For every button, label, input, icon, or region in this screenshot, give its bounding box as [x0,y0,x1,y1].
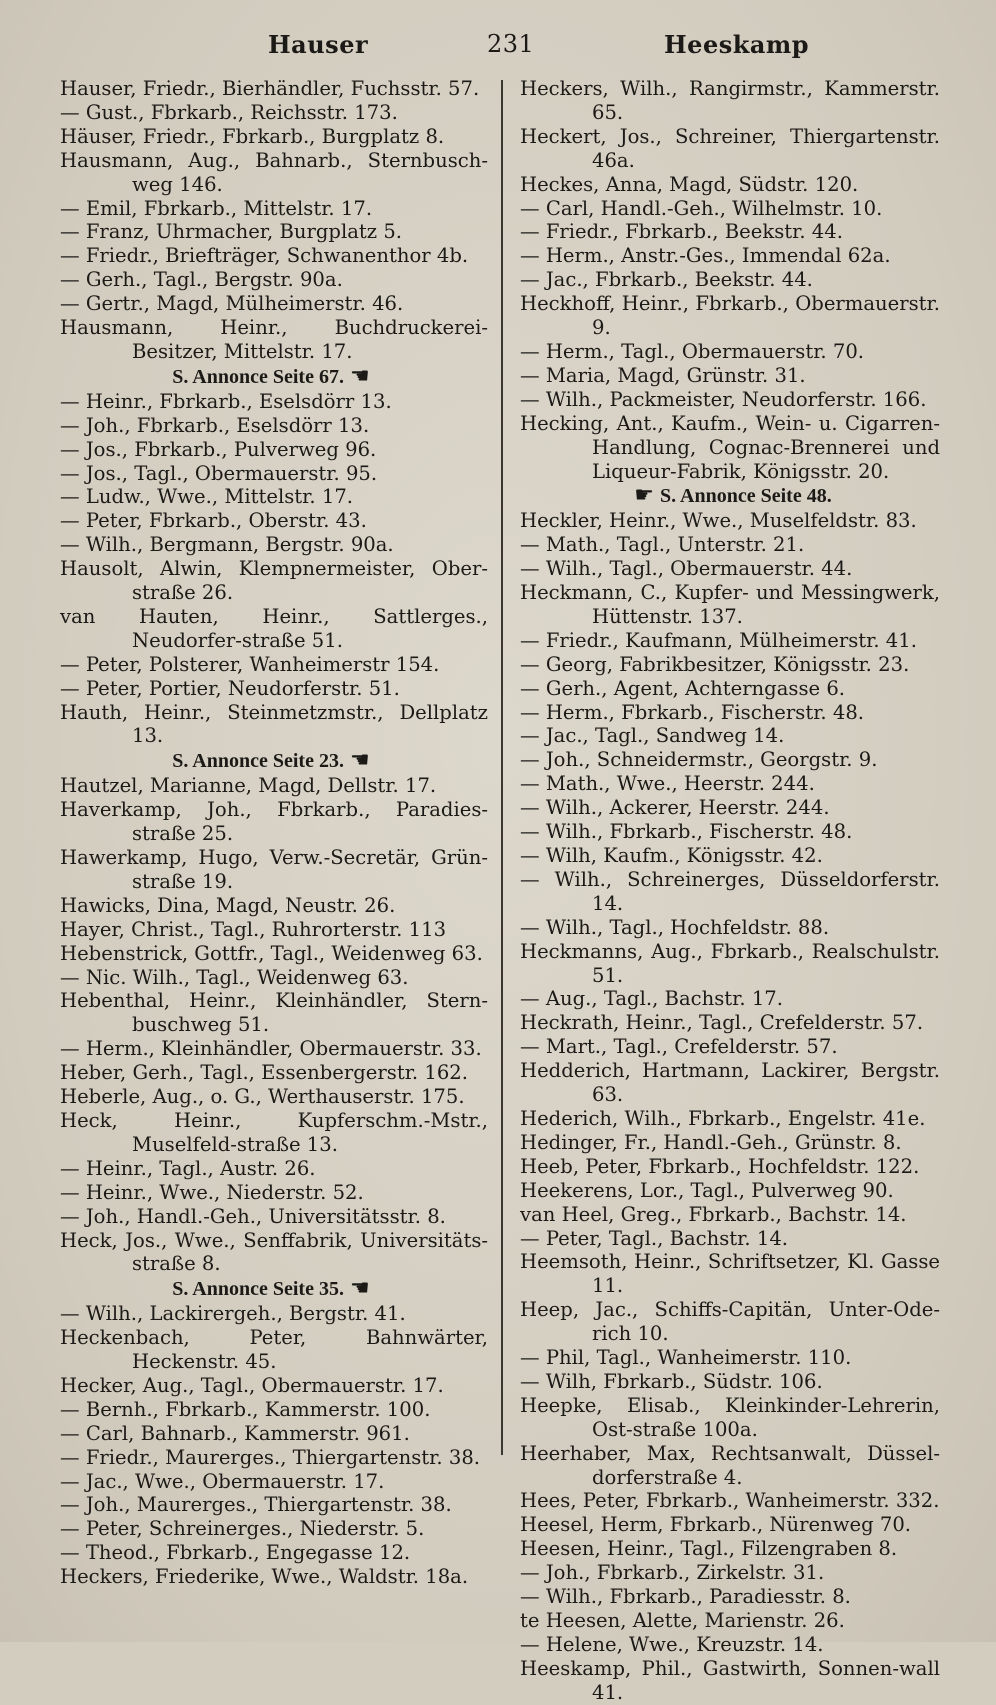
directory-entry: — Joh., Fbrkarb., Zirkelstr. 31. [520,1561,825,1585]
directory-entry: te Heesen, Alette, Marienstr. 26. [520,1609,845,1632]
directory-entry: — Franz, Uhrmacher, Burgplatz 5. [60,220,403,244]
directory-entry: — Joh., Fbrkarb., Eselsdörr 13. [60,413,370,437]
pointing-hand-icon: ☛ [634,482,655,508]
directory-entry: — Math., Tagl., Unterstr. 21. [520,533,805,557]
directory-entry: — Herm., Fbrkarb., Fischerstr. 48. [520,700,865,724]
directory-entry: — Joh., Schneidermstr., Georgstr. 9. [520,748,878,772]
directory-entry: — Wilh, Fbrkarb., Südstr. 106. [520,1369,823,1393]
directory-entry: — Georg, Fabrikbesitzer, Königsstr. 23. [520,652,910,676]
annonce-text: S. Annonce Seite 23. [172,750,344,773]
directory-entry: Hebenstrick, Gottfr., Tagl., Weidenweg 63. [60,941,483,965]
directory-entry: — Wilh., Packmeister, Neudorferstr. 166. [520,387,927,411]
directory-entry: Heckler, Heinr., Wwe., Muselfeldstr. 83. [520,509,917,533]
directory-entry: Hecking, Ant., Kaufm., Wein- u. Cigarren-Handlung, Cognac-Brennerei und Liqueur-Fabrik, Königsstr. 20. [520,411,940,483]
directory-entry: — Wilh., Fbrkarb., Paradiesstr. 8. [520,1585,851,1609]
directory-entry: — Herm., Anstr.-Ges., Immendal 62a. [520,244,891,268]
directory-entry: — Friedr., Fbrkarb., Beekstr. 44. [520,220,843,244]
directory-entry: — Wilh., Fbrkarb., Fischerstr. 48. [520,820,853,844]
directory-entry: Heerhaber, Max, Rechtsanwalt, Düssel-dorferstraße 4. [520,1441,940,1489]
directory-entry: Heckmann, C., Kupfer- und Messingwerk, Hüttenstr. 137. [520,581,940,628]
directory-entry: — Gerh., Agent, Achterngasse 6. [520,676,846,700]
left-column [60,77,488,1589]
directory-entry: — Joh., Handl.-Geh., Universitätsstr. 8. [60,1204,446,1228]
directory-entry: — Gertr., Magd, Mülheimerstr. 46. [60,292,404,316]
directory-entry: — Herm., Kleinhändler, Obermauerstr. 33. [60,1037,482,1061]
column-divider [501,80,503,1455]
directory-entry: Häuser, Friedr., Fbrkarb., Burgplatz 8. [60,124,445,148]
page-number: 231 [487,30,535,58]
right-column [520,77,940,1705]
directory-entry: Heeb, Peter, Fbrkarb., Hochfeldstr. 122. [520,1154,920,1178]
directory-entry: — Friedr., Maurerges., Thiergartenstr. 38. [60,1445,481,1469]
directory-entry: — Joh., Maurerges., Thiergartenstr. 38. [60,1493,452,1517]
directory-entry: — Friedr., Kaufmann, Mülheimerstr. 41. [520,628,917,652]
directory-entry: — Heinr., Fbrkarb., Eselsdörr 13. [60,389,392,413]
page-header [60,22,951,62]
directory-entry: Heckert, Jos., Schreiner, Thiergartenstr. 46a. [520,124,940,172]
directory-entry: Heckers, Friederike, Wwe., Waldstr. 18a. [60,1565,469,1589]
directory-entry: — Maria, Magd, Grünstr. 31. [520,363,806,387]
annonce-reference [60,364,488,390]
directory-entry: — Jos., Fbrkarb., Pulverweg 96. [60,437,377,461]
directory-entry: Hauth, Heinr., Steinmetzmstr., Dellplatz 13. [60,700,488,748]
directory-entry: — Jac., Wwe., Obermauerstr. 17. [60,1469,385,1493]
directory-entry: — Gerh., Tagl., Bergstr. 90a. [60,268,343,292]
directory-entry: Hecker, Aug., Tagl., Obermauerstr. 17. [60,1373,444,1397]
directory-entry: Hautzel, Marianne, Magd, Dellstr. 17. [60,774,437,798]
directory-entry: — Wilh., Ackerer, Heerstr. 244. [520,796,830,820]
pointing-hand-icon: ☚ [349,1275,370,1301]
directory-entry: — Helene, Wwe., Kreuzstr. 14. [520,1632,824,1656]
directory-entry: Hebenthal, Heinr., Kleinhändler, Stern-buschweg 51. [60,989,488,1037]
directory-entry: van Hauten, Heinr., Sattlerges., Neudorfer-straße 51. [60,604,488,652]
annonce-reference [60,748,488,774]
directory-entry: — Aug., Tagl., Bachstr. 17. [520,987,783,1011]
directory-entry: Heckmanns, Aug., Fbrkarb., Realschulstr. 51. [520,939,940,987]
directory-entry: Hederich, Wilh., Fbrkarb., Engelstr. 41e. [520,1106,926,1130]
directory-entry: — Nic. Wilh., Tagl., Weidenweg 63. [60,965,409,989]
directory-entry: Heckrath, Heinr., Tagl., Crefelderstr. 57. [520,1011,924,1035]
directory-entry: Hees, Peter, Fbrkarb., Wanheimerstr. 332. [520,1489,940,1513]
directory-entry: — Bernh., Fbrkarb., Kammerstr. 100. [60,1397,431,1421]
directory-entry: Haverkamp, Joh., Fbrkarb., Paradies-straße 25. [60,798,488,846]
directory-entry: — Heinr., Tagl., Austr. 26. [60,1156,316,1180]
directory-entry: — Wilh., Bergmann, Bergstr. 90a. [60,533,394,557]
directory-entry: Heckes, Anna, Magd, Südstr. 120. [520,172,859,196]
directory-entry: — Phil, Tagl., Wanheimerstr. 110. [520,1346,852,1370]
directory-entry: — Peter, Polsterer, Wanheimerstr 154. [60,652,440,676]
directory-entry: Hedinger, Fr., Handl.-Geh., Grünstr. 8. [520,1130,902,1154]
directory-entry: Heemsoth, Heinr., Schriftsetzer, Kl. Gasse 11. [520,1250,940,1298]
directory-entry: Hawerkamp, Hugo, Verw.-Secretär, Grün-straße 19. [60,846,488,893]
annonce-text: S. Annonce Seite 67. [172,365,344,388]
directory-entry: Hauser, Friedr., Bierhändler, Fuchsstr. 57. [60,77,480,100]
directory-entry: — Wilh., Schreinerges, Düsseldorferstr. 14. [520,867,940,915]
directory-entry: — Friedr., Briefträger, Schwanenthor 4b. [60,244,469,268]
pointing-hand-icon: ☚ [349,362,370,388]
directory-entry: — Gust., Fbrkarb., Reichsstr. 173. [60,100,398,124]
directory-entry: — Jac., Fbrkarb., Beekstr. 44. [520,268,813,292]
directory-entry: Hausmann, Heinr., Buchdruckerei-Besitzer, Mittelstr. 17. [60,316,488,363]
directory-entry: Heepke, Elisab., Kleinkinder-Lehrerin, Ost-straße 100a. [520,1393,940,1441]
directory-entry: — Math., Wwe., Heerstr. 244. [520,772,815,796]
directory-entry: Hausmann, Aug., Bahnarb., Sternbusch-weg 146. [60,148,488,196]
directory-entry: Heeskamp, Phil., Gastwirth, Sonnen-wall 41. [520,1656,940,1704]
directory-entry: Heckenbach, Peter, Bahnwärter, Heckenstr. 45. [60,1326,488,1374]
directory-entry: Heckers, Wilh., Rangirmstr., Kammerstr. 65. [520,77,940,124]
directory-entry: — Theod., Fbrkarb., Engegasse 12. [60,1541,411,1565]
directory-entry: — Peter, Schreinerges., Niederstr. 5. [60,1517,425,1541]
directory-entry: Heep, Jac., Schiffs-Capitän, Unter-Ode-rich 10. [520,1298,940,1346]
annonce-text: S. Annonce Seite 48. [660,485,832,508]
directory-entry: Heesel, Herm, Fbrkarb., Nürenweg 70. [520,1513,912,1537]
directory-entry: Hedderich, Hartmann, Lackirer, Bergstr. 63. [520,1059,940,1107]
directory-entry: — Mart., Tagl., Crefelderstr. 57. [520,1035,838,1059]
directory-entry: — Peter, Portier, Neudorferstr. 51. [60,676,400,700]
directory-entry: — Carl, Handl.-Geh., Wilhelmstr. 10. [520,196,883,220]
directory-entry: Heesen, Heinr., Tagl., Filzengraben 8. [520,1537,898,1561]
directory-entry: — Wilh., Tagl., Obermauerstr. 44. [520,557,853,581]
directory-entry: — Carl, Bahnarb., Kammerstr. 961. [60,1421,410,1445]
directory-entry: — Jos., Tagl., Obermauerstr. 95. [60,461,378,485]
annonce-text: S. Annonce Seite 35. [172,1278,344,1301]
header-last-name: Heeskamp [664,30,810,59]
directory-entry: — Wilh, Kaufm., Königsstr. 42. [520,844,823,867]
directory-entry: Hayer, Christ., Tagl., Ruhrorterstr. 113 [60,917,447,941]
directory-entry: — Wilh., Tagl., Hochfeldstr. 88. [520,915,830,939]
directory-entry: — Heinr., Wwe., Niederstr. 52. [60,1180,364,1204]
annonce-reference [520,483,940,509]
directory-entry: — Peter, Tagl., Bachstr. 14. [520,1226,789,1250]
directory-entry: Hausolt, Alwin, Klempnermeister, Ober-straße 26. [60,557,488,605]
directory-entry: Heck, Jos., Wwe., Senffabrik, Universitäts-straße 8. [60,1228,488,1276]
directory-entry: Heber, Gerh., Tagl., Essenbergerstr. 162. [60,1061,468,1085]
directory-entry: Heck, Heinr., Kupferschm.-Mstr., Muselfeld-straße 13. [60,1108,488,1156]
header-first-name: Hauser [268,30,369,59]
directory-entry: Heberle, Aug., o. G., Werthauserstr. 175. [60,1085,465,1109]
directory-entry: Heekerens, Lor., Tagl., Pulverweg 90. [520,1178,894,1202]
directory-entry: — Ludw., Wwe., Mittelstr. 17. [60,485,354,509]
directory-entry: Heckhoff, Heinr., Fbrkarb., Obermauerstr. 9. [520,292,940,340]
directory-entry: — Emil, Fbrkarb., Mittelstr. 17. [60,196,373,220]
directory-entry: — Wilh., Lackirergeh., Bergstr. 41. [60,1302,406,1326]
directory-entry: Hawicks, Dina, Magd, Neustr. 26. [60,893,396,917]
pointing-hand-icon: ☚ [349,747,370,773]
directory-entry: — Herm., Tagl., Obermauerstr. 70. [520,339,865,363]
directory-entry: van Heel, Greg., Fbrkarb., Bachstr. 14. [520,1202,907,1226]
directory-entry: — Jac., Tagl., Sandweg 14. [520,724,785,748]
directory-entry: — Peter, Fbrkarb., Oberstr. 43. [60,509,367,533]
annonce-reference [60,1276,488,1302]
